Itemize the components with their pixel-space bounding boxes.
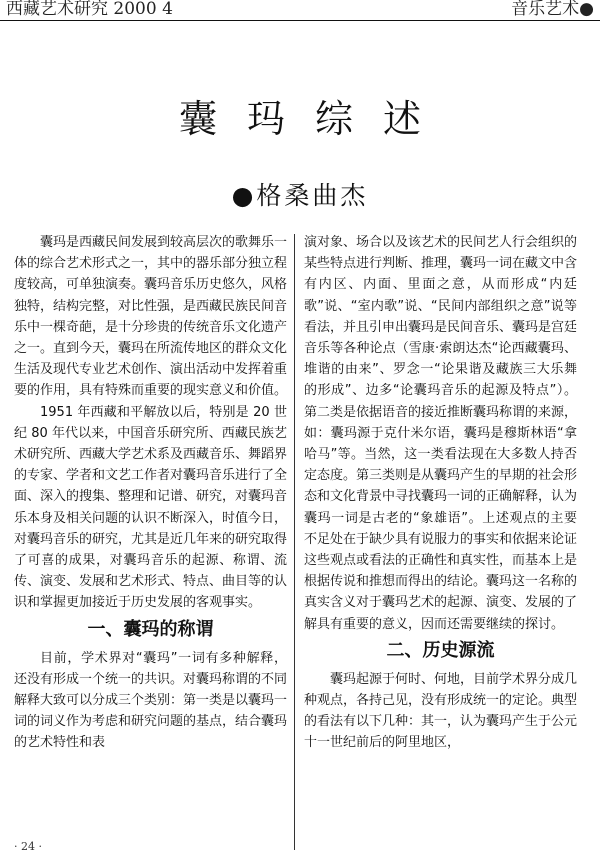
paragraph: 囊玛是西藏民间发展到较高层次的歌舞乐一体的综合艺术形式之一，其中的器乐部分独立程度较高，可单独演奏。囊玛音乐历史悠久，风格独特，结构完整，对比性强，是西藏民族民间音乐中一棵奇葩，是十分珍贵的传统音乐文化遗产之一。直到今天，囊玛在所流传地区的群众文化生活及现代专业艺术创作、演出活动中发挥着重要的作用，具有特殊而重要的现实意义和价值。 <box>14 235 288 399</box>
column-divider <box>294 234 295 850</box>
journal-name-issue: 西藏艺术研究 2000 4 <box>6 0 173 19</box>
section-heading: 一、囊玛的称谓 <box>87 618 214 640</box>
article-title: 囊玛综述 <box>178 97 451 141</box>
page-number: · 24 · <box>14 840 42 853</box>
paragraph: 囊玛起源于何时、何地，目前学术界分成几种观点，各持己见，没有形成统一的定论。典型的看法有以下几种：其一，认为囊玛产生于公元十一世纪前后的阿里地区， <box>304 671 578 751</box>
section-heading: 二、历史源流 <box>386 639 495 661</box>
right-column <box>304 232 577 754</box>
running-header <box>0 0 600 21</box>
section-label: 音乐艺术● <box>511 0 594 19</box>
paragraph: 目前，学术界对“囊玛”一词有多种解释，还没有形成一个统一的共识。对囊玛称谓的不同解释大致可以分成三个类别：第一类是以囊玛一词的词义作为考虑和研究问题的基点，结合囊玛的艺术特性和表 <box>14 650 288 751</box>
paragraph: 1951 年西藏和平解放以后，特别是 20 世纪 80 年代以来，中国音乐研究所、西藏民族艺术研究所、西藏大学艺术系及西藏音乐、舞蹈界的专家、学者和文艺工作者对囊玛音乐进行了全面、深入的搜集、整理和记谱、研究，对囊玛音乐本身及相关问题的认识不断深入，时值今日，对囊玛音乐的研究，尤其是近几年来的研究取得了可喜的成果，对囊玛音乐的起源、称谓、流传、演变、发展和艺术形式、特点、曲目等的认识和掌握更加接近于历史发展的客观事实。 <box>14 404 288 611</box>
left-column <box>14 232 287 754</box>
article-author: ●格桑曲杰 <box>231 181 369 210</box>
paragraph: 演对象、场合以及该艺术的民间艺人行会组织的某些特点进行判断、推理，囊玛一词在藏文中含有内区、内面、里面之意，从而形成“内廷歌”说、“室内歌”说、“民间内部组织之意”说等看法，并且引申出囊玛是民间音乐、囊玛是宫廷音乐等各种论点（雪康·索朗达杰“论西藏囊玛、堆谐的由来”、罗念一“论果谐及藏族三大乐舞的形成”、边多“论囊玛音乐的起源及特点”）。第二类是依据语音的接近推断囊玛称谓的来源，如：囊玛源于克什米尔语，囊玛是穆斯林语“拿哈马”等。当然，这一类看法现在大多数人持否定态度。第三类则是从囊玛产生的早期的社会形态和文化背景中寻找囊玛一词的正确解释，认为囊玛一词是古老的“象雄语”。上述观点的主要不足处在于缺少具有说服力的事实和依据来论证这些观点或看法的正确性和真实性，而基本上是根据传说和推想而得出的结论。囊玛这一名称的真实含义对于囊玛艺术的起源、演变、发展的了解具有重要的意义，因而还需要继续的探讨。 <box>304 235 578 632</box>
